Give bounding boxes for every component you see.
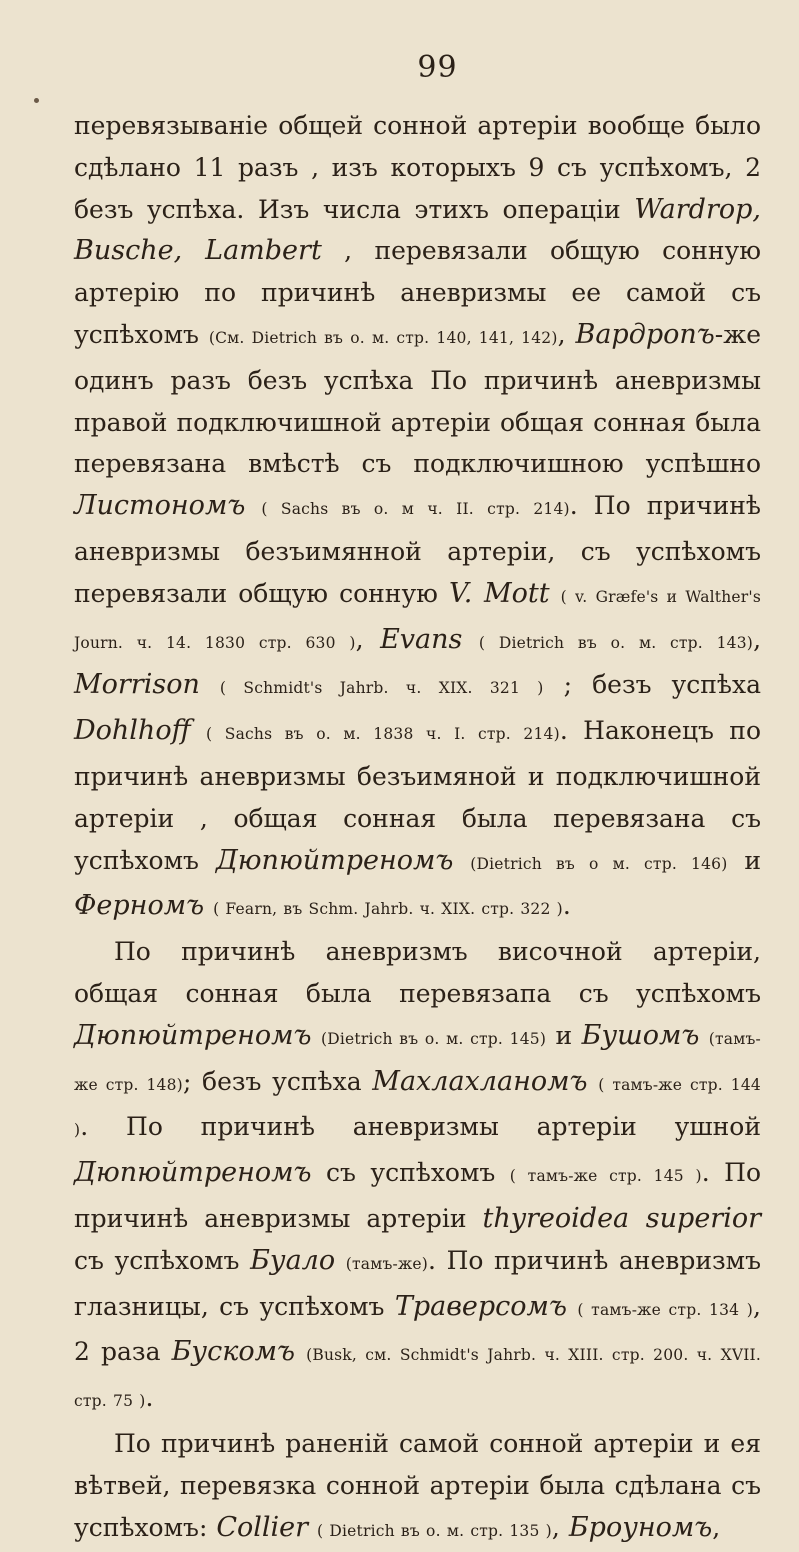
text-run xyxy=(699,1021,708,1050)
text-run: ; безъ успѣха xyxy=(543,670,761,700)
italic-name: Буало xyxy=(250,1244,336,1276)
text-run xyxy=(295,1337,306,1366)
text-run: . По причинѣ аневризмы артеріи ушной xyxy=(80,1112,761,1142)
italic-name: Dohlhoff xyxy=(74,715,191,747)
citation: ( Schmidt's Jahrb. ч. XIX. 321 ) xyxy=(219,679,544,698)
paragraph-2 xyxy=(74,931,761,1423)
text-run: , xyxy=(551,1512,569,1542)
text-run: ; безъ успѣха xyxy=(182,1066,373,1096)
citation: ( Dietrich въ о. м. стр. 143) xyxy=(478,633,754,652)
citation: ( тамъ-же стр. 145 ) xyxy=(509,1167,702,1186)
citation: ( v. Græfe's и Walther's Journ. ч. 14. 1830 стр. 630 ) xyxy=(74,587,762,652)
italic-name: Листономъ xyxy=(74,490,246,522)
text-run xyxy=(567,1292,577,1321)
text-run: и xyxy=(546,1020,582,1050)
text-run: и xyxy=(727,845,761,875)
text-run: -же одинъ разъ безъ успѣха По причинѣ аневризмы правой подключишной артеріи общая сонная была перевязана вмѣстѣ съ подключишною успѣшно xyxy=(74,319,761,479)
text-run: По причинѣ аневризмъ височной артеріи, общая сонная была перевязапа съ успѣхомъ xyxy=(74,937,761,1008)
paragraph-3 xyxy=(74,1423,761,1552)
citation: (Dietrich въ о. м. стр. 145) xyxy=(321,1029,547,1048)
text-run: перевязываніе общей сонной артеріи вообще было сдѣлано 11 разъ , изъ которыхъ 9 съ успѣхомъ, 2 безъ успѣха. Изъ числа этихъ операціи xyxy=(74,111,761,224)
text-run: , перевязали общую сонную артерію по причинѣ аневризмы ее самой съ успѣхомъ xyxy=(74,236,762,349)
citation: (тамъ-же стр. 148) xyxy=(74,1029,761,1094)
text-run xyxy=(191,716,206,745)
citation: ( Sachs въ о. м. 1838 ч. I. стр. 214) xyxy=(206,725,560,744)
citation: ( Fearn, въ Schm. Jahrb. ч. XIX. стр. 322 ) xyxy=(213,900,563,919)
text-run: По причинѣ раненій самой сонной артеріи и ея вѣтвей, перевязка сонной артеріи была сдѣлана съ успѣхомъ: xyxy=(74,1428,761,1542)
text-run: . По причинѣ аневризмы артеріи xyxy=(74,1158,761,1233)
text-run: . По причинѣ аневризмы безъимянной артеріи, съ успѣхомъ перевязали общую сонную xyxy=(74,491,761,608)
citation: (Busk, см. Schmidt's Jahrb. ч. XIII. стр. 200. ч. XVII. стр. 75 ) xyxy=(74,1346,762,1411)
italic-name: Дюпюйтреномъ xyxy=(215,844,454,876)
italic-name: Ферномъ xyxy=(74,890,205,922)
text-run: , xyxy=(557,319,576,349)
citation: (тамъ-же) xyxy=(345,1254,429,1273)
text-run: , xyxy=(355,624,381,654)
italic-name: Wardrop, Busche, Lambert xyxy=(74,193,761,267)
text-run: . xyxy=(562,891,571,921)
italic-name: Траверсомъ xyxy=(394,1290,567,1322)
text-run xyxy=(204,891,213,920)
text-run xyxy=(335,1246,346,1275)
italic-name: Evans xyxy=(380,623,463,655)
citation: ( Dietrich въ о. м. стр. 135 ) xyxy=(317,1521,552,1540)
text-body xyxy=(74,105,761,1552)
italic-name: Броуномъ xyxy=(568,1511,713,1543)
text-run: , xyxy=(753,624,762,654)
page-number: 99 xyxy=(417,50,458,85)
italic-name: Бускомъ xyxy=(171,1336,295,1368)
text-run: съ успѣхомъ xyxy=(74,1245,251,1275)
text-run: , 2 раза xyxy=(74,1291,761,1367)
citation: ( тамъ-же стр. 134 ) xyxy=(577,1300,754,1319)
italic-name: Дюпюйтреномъ xyxy=(74,1019,312,1051)
text-run: , xyxy=(712,1512,721,1542)
italic-name: thyreoidea superior xyxy=(482,1202,762,1234)
text-run xyxy=(200,670,220,699)
text-run: . xyxy=(145,1383,154,1413)
text-run xyxy=(245,491,261,520)
text-run xyxy=(550,579,561,608)
text-run xyxy=(308,1513,317,1542)
citation: (Dietrich въ о м. стр. 146) xyxy=(470,854,728,873)
citation: (См. Dietrich въ о. м. стр. 140, 141, 142) xyxy=(208,328,558,347)
italic-name: Махлахланомъ xyxy=(372,1065,588,1097)
italic-name: Morrison xyxy=(74,669,200,701)
paragraph-1 xyxy=(74,105,761,931)
italic-name: Collier xyxy=(216,1511,309,1543)
citation: ( Sachs въ о. м ч. II. стр. 214) xyxy=(261,500,570,519)
italic-name: Вардропъ xyxy=(575,318,715,350)
italic-name: Дюпюйтреномъ xyxy=(74,1157,312,1189)
margin-ink-dot xyxy=(34,98,39,103)
italic-name: Бушомъ xyxy=(581,1019,700,1051)
text-run: съ успѣхомъ xyxy=(311,1158,510,1188)
text-run xyxy=(453,846,470,875)
italic-name: V. Mott xyxy=(448,577,550,609)
text-run xyxy=(312,1021,321,1050)
text-run xyxy=(462,625,479,654)
text-run: . По причинѣ аневризмъ глазницы, съ успѣхомъ xyxy=(74,1245,761,1321)
text-run xyxy=(588,1067,599,1096)
text-run: . Наконецъ по причинѣ аневризмы безъимяной и подключишной артеріи , общая сонная была перевязана съ успѣхомъ xyxy=(74,716,761,875)
citation: ( тамъ-же стр. 144 ) xyxy=(74,1075,761,1140)
